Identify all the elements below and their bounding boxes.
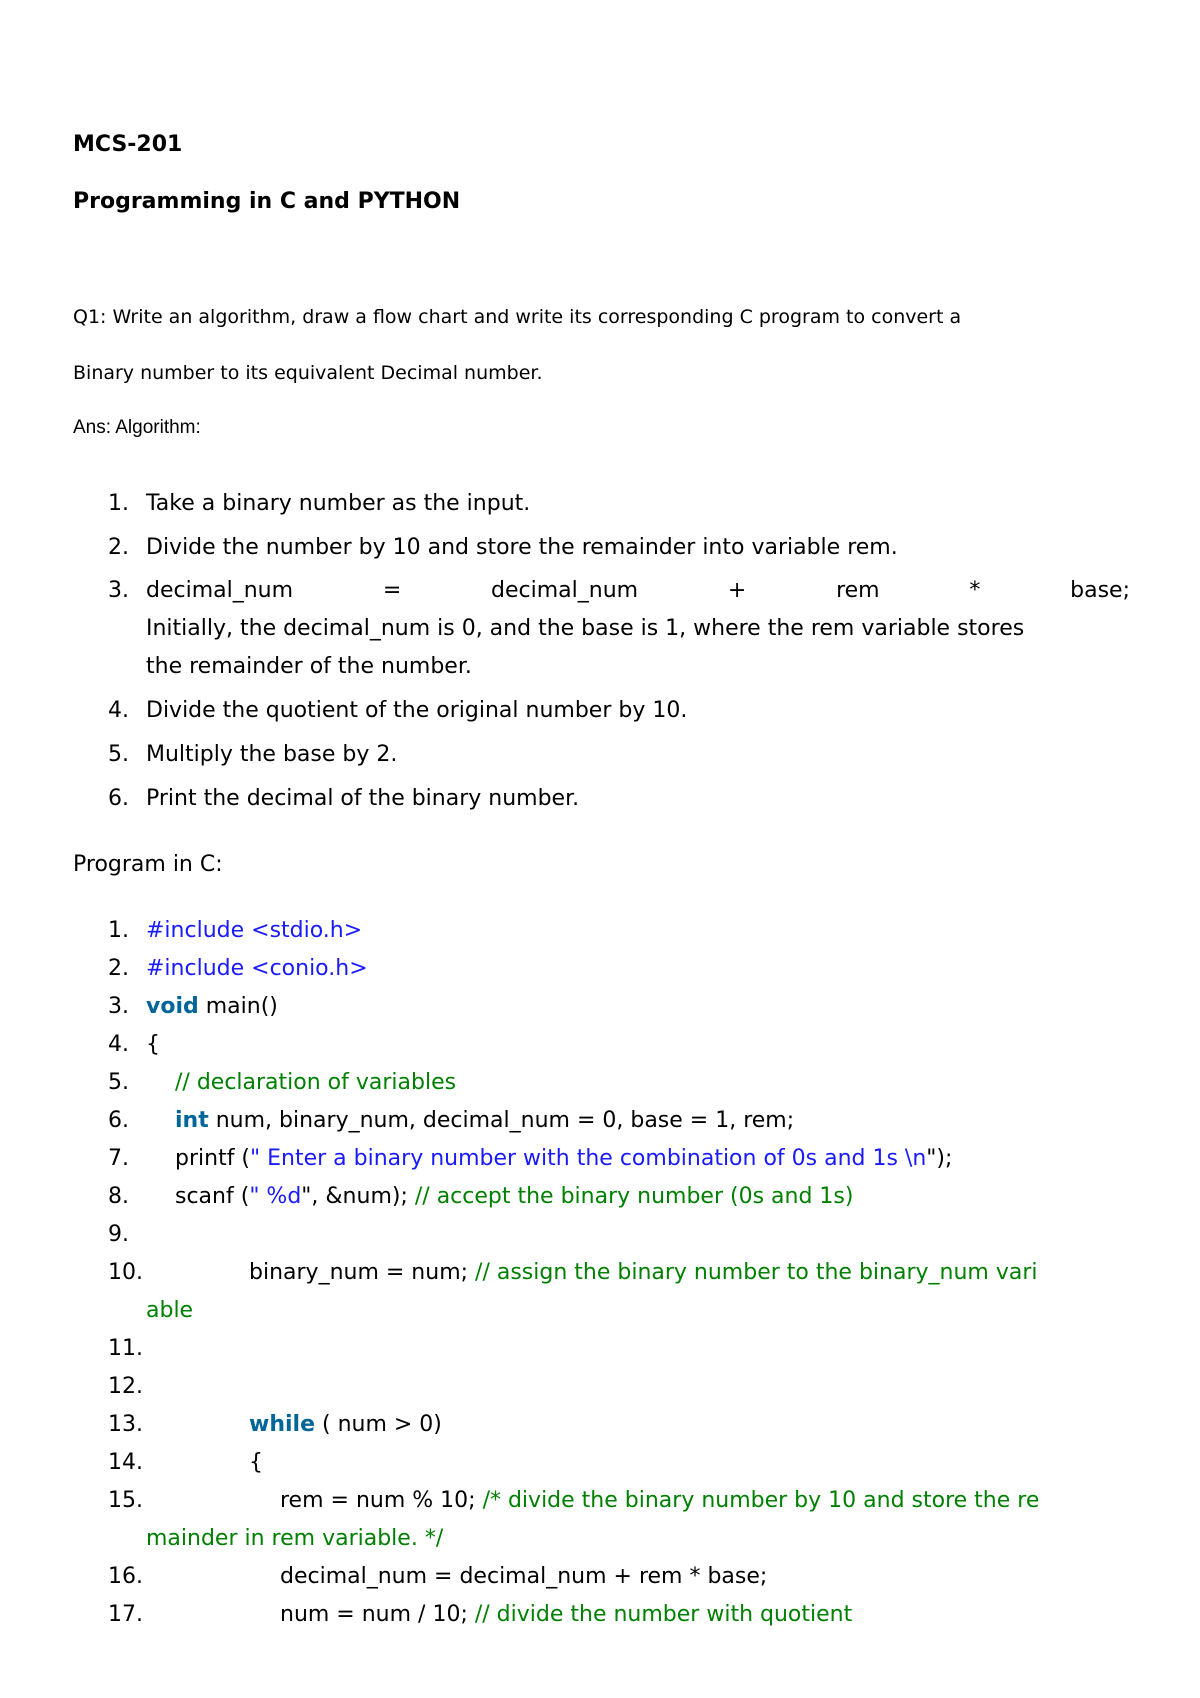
question-line-1: Q1: Write an algorithm, draw a flow chart and write its corresponding C program to convert a xyxy=(73,306,962,328)
answer-label: Ans: Algorithm: xyxy=(73,417,201,438)
course-title: Programming in C and PYTHON xyxy=(73,189,461,214)
program-label: Program in C: xyxy=(73,852,223,877)
course-code: MCS-201 xyxy=(73,132,183,157)
question-line-2: Binary number to its equivalent Decimal number. xyxy=(73,362,543,384)
